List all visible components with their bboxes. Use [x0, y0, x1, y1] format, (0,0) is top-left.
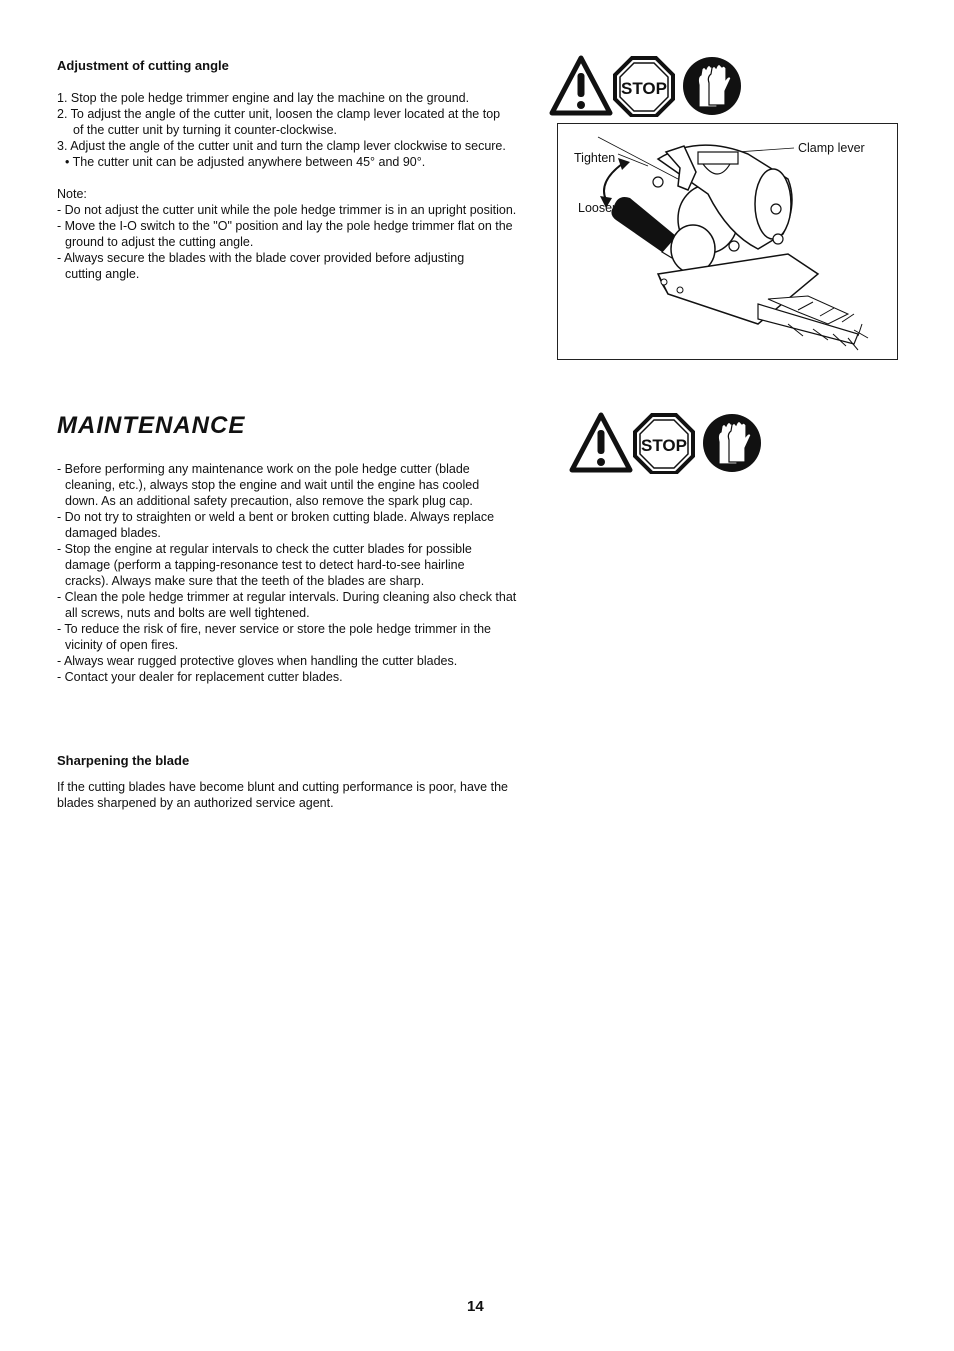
- maint-item-3: - Stop the engine at regular intervals to check the cutter blades for possible: [57, 542, 472, 556]
- maint-item-7: - Contact your dealer for replacement cutter blades.: [57, 670, 343, 684]
- maint-item-2: - Do not try to straighten or weld a bent or broken cutting blade. Always replace: [57, 510, 495, 524]
- adjustment-steps: [57, 90, 506, 170]
- maintenance-title: MAINTENANCE: [57, 412, 246, 439]
- sharpening-text: [57, 779, 508, 811]
- maint-item-2-cont: damaged blades.: [65, 526, 161, 540]
- maint-item-6: - Always wear rugged protective gloves when handling the cutter blades.: [57, 654, 458, 668]
- gloves-icon: [703, 414, 761, 472]
- label-loosen: Loosen: [578, 201, 620, 215]
- step-2: 2. To adjust the angle of the cutter unit, loosen the clamp lever located at the top: [57, 107, 501, 121]
- note-1: - Do not adjust the cutter unit while the pole hedge trimmer is in an upright position.: [57, 203, 517, 217]
- maint-item-5-cont: vicinity of open fires.: [65, 638, 179, 652]
- step-3-bullet: • The cutter unit can be adjusted anywhere between 45° and 90°.: [65, 155, 426, 169]
- safety-icons-maintenance: [569, 412, 765, 474]
- sharpening-heading: Sharpening the blade: [57, 753, 190, 768]
- note-2-cont: ground to adjust the cutting angle.: [65, 235, 254, 249]
- maint-item-3-cont: cracks). Always make sure that the teeth of the blades are sharp.: [65, 574, 425, 588]
- sharpening-line-1: If the cutting blades have become blunt and cutting performance is poor, have the: [57, 780, 508, 794]
- maint-item-4: - Clean the pole hedge trimmer at regular intervals. During cleaning also check that: [57, 590, 517, 604]
- maint-item-1-cont: cleaning, etc.), always stop the engine and wait until the engine has cooled: [65, 478, 480, 492]
- stop-sign-text: STOP: [641, 436, 687, 455]
- stop-sign-text: STOP: [621, 79, 667, 98]
- maint-item-1: - Before performing any maintenance work on the pole hedge cutter (blade: [57, 462, 470, 476]
- maintenance-list: [57, 461, 516, 685]
- cutter-angle-figure: [557, 123, 898, 360]
- note-label: Note:: [57, 187, 87, 201]
- stop-sign-icon: [635, 415, 693, 473]
- note-3: - Always secure the blades with the blade cover provided before adjusting: [57, 251, 465, 265]
- note-3-cont: cutting angle.: [65, 267, 140, 281]
- adjustment-heading: Adjustment of cutting angle: [57, 58, 229, 73]
- step-3: 3. Adjust the angle of the cutter unit and turn the clamp lever clockwise to secure.: [57, 139, 506, 153]
- label-clamp-lever: Clamp lever: [798, 141, 865, 155]
- note-2: - Move the I-O switch to the "O" position and lay the pole hedge trimmer flat on the: [57, 219, 513, 233]
- step-2-cont: of the cutter unit by turning it counter-clockwise.: [73, 123, 338, 137]
- maint-item-3-cont: damage (perform a tapping-resonance test to detect hard-to-see hairline: [65, 558, 465, 572]
- warning-triangle-icon: [572, 415, 630, 470]
- step-1: 1. Stop the pole hedge trimmer engine and lay the machine on the ground.: [57, 91, 470, 105]
- sharpening-line-2: blades sharpened by an authorized service agent.: [57, 796, 334, 810]
- warning-triangle-icon: [552, 58, 610, 113]
- maint-item-5: - To reduce the risk of fire, never service or store the pole hedge trimmer in the: [57, 622, 491, 636]
- label-tighten: Tighten: [574, 151, 616, 165]
- safety-icons-top: [549, 55, 745, 117]
- adjustment-notes: [57, 186, 516, 282]
- stop-sign-icon: [615, 58, 673, 116]
- gloves-icon: [683, 57, 741, 115]
- page-number: 14: [467, 1298, 484, 1315]
- maint-item-1-cont: down. As an additional safety precaution, also remove the spark plug cap.: [65, 494, 473, 508]
- maint-item-4-cont: all screws, nuts and bolts are well tightened.: [65, 606, 310, 620]
